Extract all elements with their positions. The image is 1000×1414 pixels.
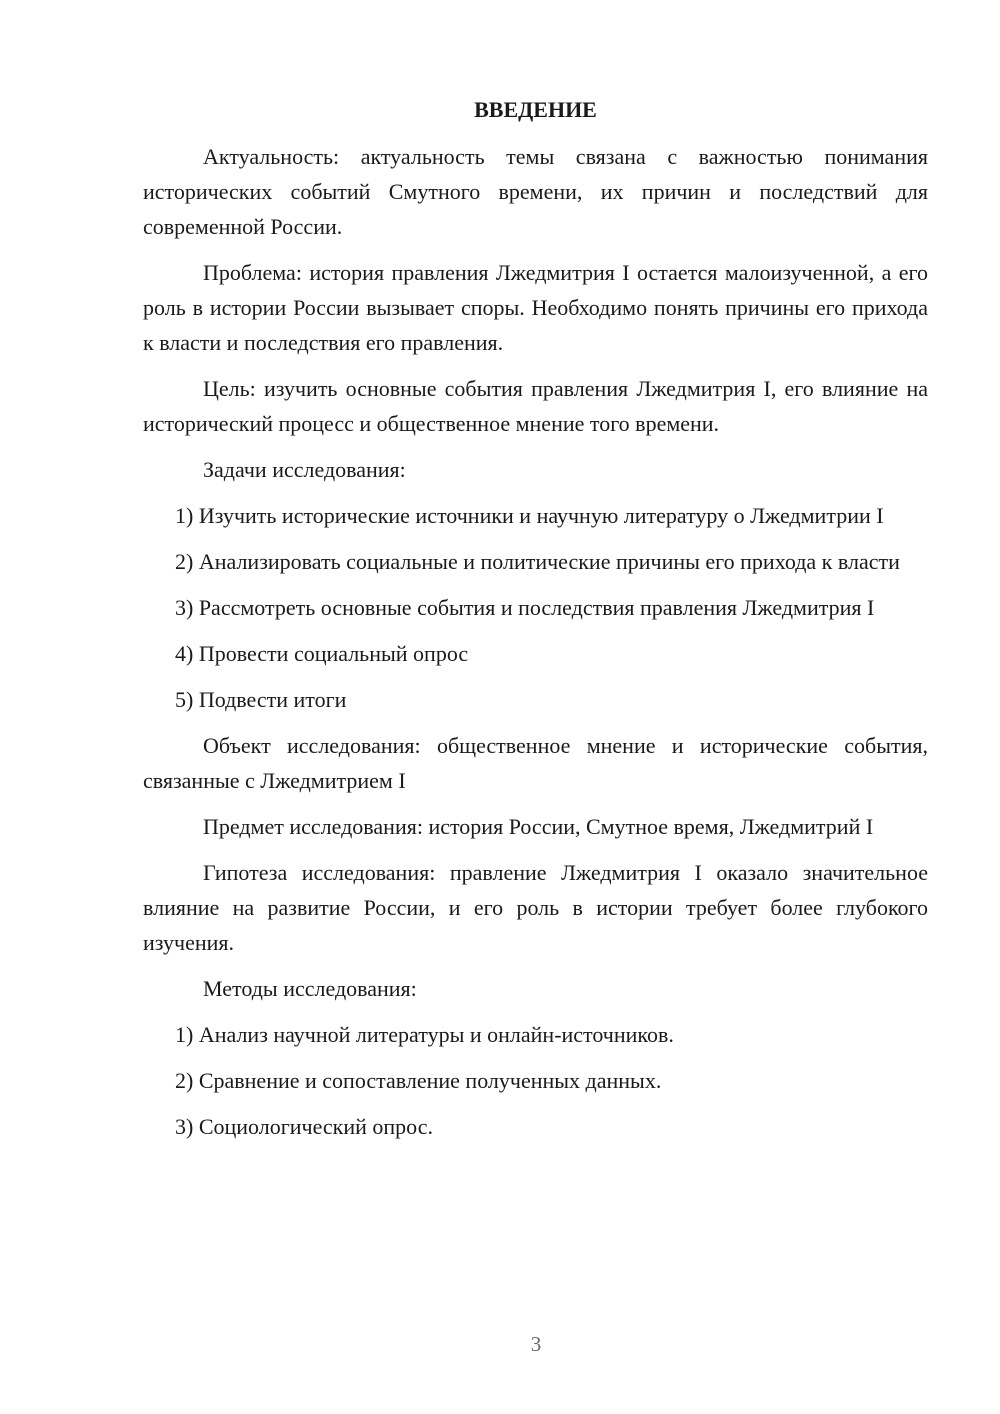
list-item-method-1: 1) Анализ научной литературы и онлайн-источников. [175, 1022, 674, 1047]
paragraph-methods-heading: Методы исследования: [203, 976, 417, 1001]
paragraph-relevance: Актуальность: актуальность темы связана с важностью понимания исторических событий Смутного времени, их причин и последствий для современной России. [143, 144, 928, 239]
document-page [143, 92, 928, 1155]
list-item-task-5: 5) Подвести итоги [175, 687, 347, 712]
list-item-method-2: 2) Сравнение и сопоставление полученных данных. [175, 1068, 662, 1093]
paragraph-goal: Цель: изучить основные события правления Лжедмитрия I, его влияние на исторический процесс и общественное мнение того времени. [143, 376, 928, 436]
paragraph-object: Объект исследования: общественное мнение и исторические события, связанные с Лжедмитрием I [143, 733, 928, 793]
section-title: ВВЕДЕНИЕ [474, 97, 597, 122]
paragraph-subject: Предмет исследования: история России, Смутное время, Лжедмитрий I [203, 814, 874, 839]
list-item-task-4: 4) Провести социальный опрос [175, 641, 469, 666]
list-item-task-3: 3) Рассмотреть основные события и последствия правления Лжедмитрия I [175, 595, 875, 620]
page-number: 3 [530, 1332, 542, 1356]
list-item-task-1: 1) Изучить исторические источники и научную литературу о Лжедмитрии I [175, 503, 884, 528]
paragraph-hypothesis: Гипотеза исследования: правление Лжедмитрия I оказало значительное влияние на развитие России, и его роль в истории требует более глубокого изучения. [143, 860, 928, 955]
paragraph-tasks-heading: Задачи исследования: [203, 457, 406, 482]
list-item-method-3: 3) Социологический опрос. [175, 1114, 433, 1139]
list-item-task-2: 2) Анализировать социальные и политические причины его прихода к власти [175, 549, 900, 574]
paragraph-problem: Проблема: история правления Лжедмитрия I остается малоизученной, а его роль в истории России вызывает споры. Необходимо понять причины его прихода к власти и последствия его правления. [143, 260, 928, 355]
